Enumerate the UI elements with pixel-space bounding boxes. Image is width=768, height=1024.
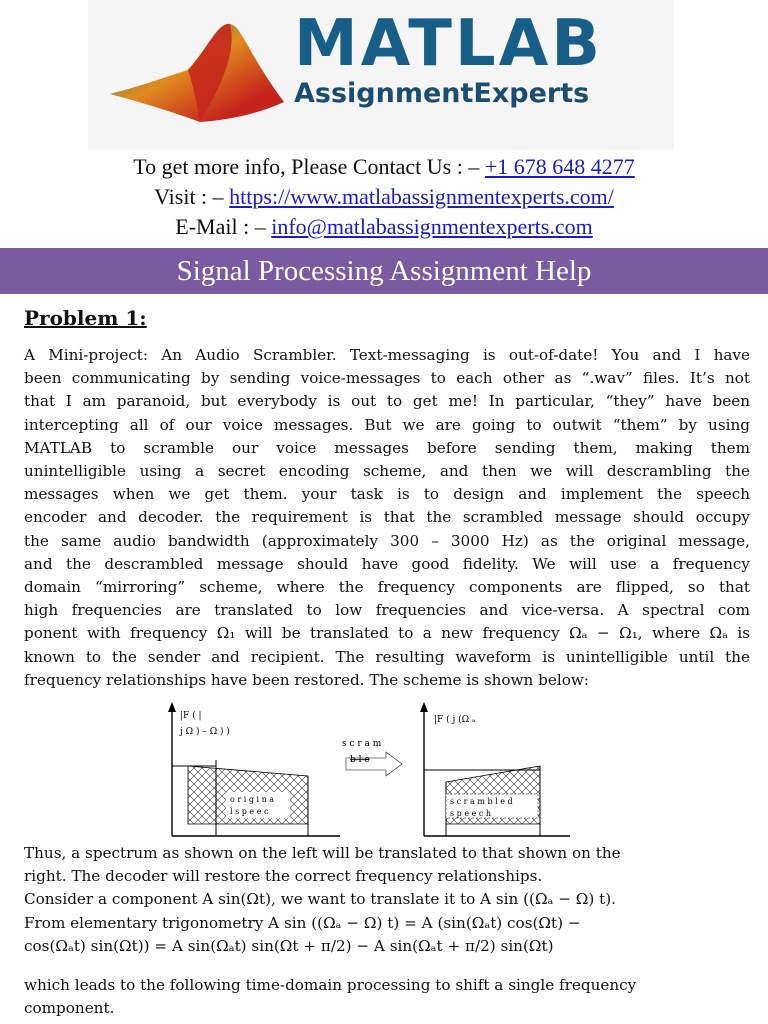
paragraph-line: known to the sender and recipient. The resulting waveform is unintelligible until the bbox=[24, 647, 750, 666]
problem-heading: Problem 1: bbox=[24, 306, 147, 330]
paragraph-line: the same audio bandwidth (approximately 300 – 3000 Hz) as the original message, bbox=[24, 531, 750, 550]
left-spectrum-plot bbox=[168, 702, 340, 836]
closing-paragraph bbox=[24, 974, 750, 1020]
scramble-arrow bbox=[342, 739, 402, 776]
paragraph-line: been communicating by sending voice-messages to each other as “.wav” files. It’s not bbox=[24, 369, 750, 388]
logo-subtitle: AssignmentExperts bbox=[294, 78, 590, 109]
website-link[interactable]: https://www.matlabassignmentexperts.com/ bbox=[229, 184, 614, 209]
paragraph-line: frequency relationships have been restored. The scheme is shown below: bbox=[24, 670, 589, 689]
arrow-label: s c r a m bbox=[342, 739, 382, 749]
email-link[interactable]: info@matlabassignmentexperts.com bbox=[271, 214, 593, 239]
paragraph-line: which leads to the following time-domain processing to shift a single frequency bbox=[24, 976, 637, 994]
right-box-label: s p e e c h bbox=[450, 809, 492, 818]
left-axis-label: |F ( | bbox=[180, 711, 202, 721]
paragraph-line: domain “mirroring” scheme, where the frequency components are flipped, so that bbox=[24, 578, 750, 597]
left-box-label: l s p e e c bbox=[230, 807, 269, 816]
left-axis-label: j Ω ) – Ω ) ) bbox=[180, 727, 230, 737]
arrow-label: b l e bbox=[350, 755, 370, 765]
paragraph-line: encoder and decoder. the requirement is that the scrambled message should occupy bbox=[24, 508, 750, 527]
logo-title: MATLAB bbox=[294, 7, 603, 81]
paragraph-line: A Mini-project: An Audio Scrambler. Text-messaging is out-of-date! You and I have bbox=[24, 346, 750, 364]
paragraph-line: cos(Ωₐt) sin(Ωt)) = A sin(Ωₐt) sin(Ωt + π/2) − A sin(Ωₐt + π/2) sin(Ωt) bbox=[24, 936, 554, 955]
right-axis-label: |F ( j (Ω ₐ bbox=[434, 715, 476, 725]
paragraph-line: Consider a component A sin(Ωt), we want to translate it to A sin ((Ωₐ − Ω) t). bbox=[24, 890, 616, 909]
visit-prefix: Visit : – bbox=[154, 184, 230, 209]
email-prefix: E-Mail : – bbox=[175, 214, 272, 239]
scrambler-spectrum-diagram bbox=[150, 700, 570, 840]
matlab-membrane-logo-icon bbox=[108, 18, 288, 128]
right-spectrum-plot bbox=[420, 702, 570, 836]
paragraph-line: ponent with frequency Ω₁ will be translated to a new frequency Ωₐ − Ω₁, where Ωₐ is bbox=[24, 624, 750, 643]
paragraph-line: unintelligible using a secret encoding scheme, and then we will descrambling the bbox=[24, 462, 750, 481]
left-box-label: o r i g i n a bbox=[230, 795, 275, 804]
paragraph-line: Thus, a spectrum as shown on the left will be translated to that shown on the bbox=[24, 844, 621, 862]
paragraph-line: MATLAB to scramble our voice messages before sending them, making them bbox=[24, 438, 750, 457]
followup-paragraph bbox=[24, 842, 750, 958]
section-banner: Signal Processing Assignment Help bbox=[0, 248, 768, 294]
contact-visit-line bbox=[0, 186, 768, 208]
phone-link[interactable]: +1 678 648 4277 bbox=[484, 154, 635, 179]
contact-phone-line bbox=[0, 156, 768, 178]
paragraph-line: messages when we get them. your task is to design and implement the speech bbox=[24, 485, 750, 504]
paragraph-line: that I am paranoid, but everybody is out to get me! In particular, “they” have been bbox=[24, 392, 750, 411]
paragraph-line: From elementary trigonometry A sin ((Ωₐ − Ω) t) = A (sin(Ωₐt) cos(Ωt) − bbox=[24, 913, 581, 932]
paragraph-line: right. The decoder will restore the correct frequency relationships. bbox=[24, 867, 543, 886]
paragraph-line: component. bbox=[24, 999, 115, 1018]
contact-email-line bbox=[0, 216, 768, 238]
logo-banner bbox=[88, 0, 674, 150]
intro-paragraph bbox=[24, 344, 750, 692]
paragraph-line: high frequencies are translated to low frequencies and vice-versa. A spectral com bbox=[24, 601, 750, 620]
paragraph-line: and the descrambled message should have good fidelity. We will use a frequency bbox=[24, 554, 750, 573]
phone-prefix: To get more info, Please Contact Us : – bbox=[133, 154, 485, 179]
right-box-label: s c r a m b l e d bbox=[450, 797, 513, 806]
paragraph-line: intercepting all of our voice messages. But we are going to outwit “them” by using bbox=[24, 415, 750, 434]
